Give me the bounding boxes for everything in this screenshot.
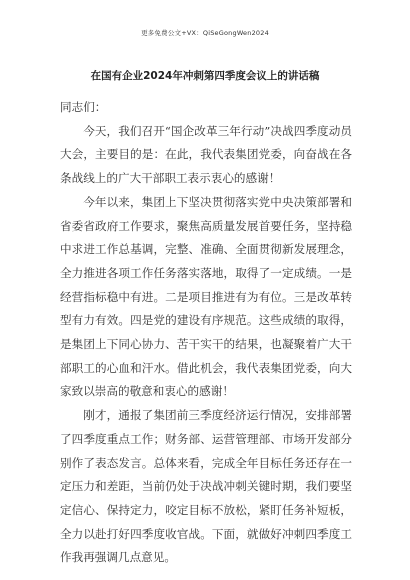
paragraph-achievements: 今年以来，集团上下坚决贯彻落实党中央决策部署和省委省政府工作要求，聚焦高质量发展首要任务，坚持稳中求进工作总基调，完整、准确、全面贯彻新发展理念，全力推进各项工作任务落实落地，取得了一定成绩。一是经营指标稳中有进。二是项目推进有为有位。三是改革转型有力有效。四是党的建设有序规范。这些成绩的取得，是集团上下同心协力、苦干实干的结果，也凝聚着广大干部职工的心血和汗水。借此机会，我代表集团党委，向大家致以崇高的敬意和衷心的感谢！ — [60, 194, 352, 399]
document-title: 在国有企业2024年冲刺第四季度会议上的讲话稿 — [90, 70, 320, 82]
salutation: 同志们： — [60, 100, 107, 114]
document-body — [60, 96, 352, 570]
header-note: 更多免费公文+VX：QiSeGongWen2024 — [141, 29, 269, 37]
paragraph-arrangements: 刚才，通报了集团前三季度经济运行情况，安排部署了四季度重点工作；财务部、运营管理部、市场开发部分别作了表态发言。总体来看，完成全年目标任务还存在一定压力和差距，当前仍处于决战冲刺关键时期，我们要坚定信心、保持定力，咬定目标不放松，紧盯任务补短板，全力以赴打好四季度收官战。下面，就做好冲刺四季度工作我再强调几点意见。 — [60, 408, 352, 565]
paragraph-opening: 今天，我们召开“国企改革三年行动”决战四季度动员大会，主要目的是：在此，我代表集团党委，向奋战在各条战线上的广大干部职工表示衷心的感谢！ — [60, 123, 352, 186]
